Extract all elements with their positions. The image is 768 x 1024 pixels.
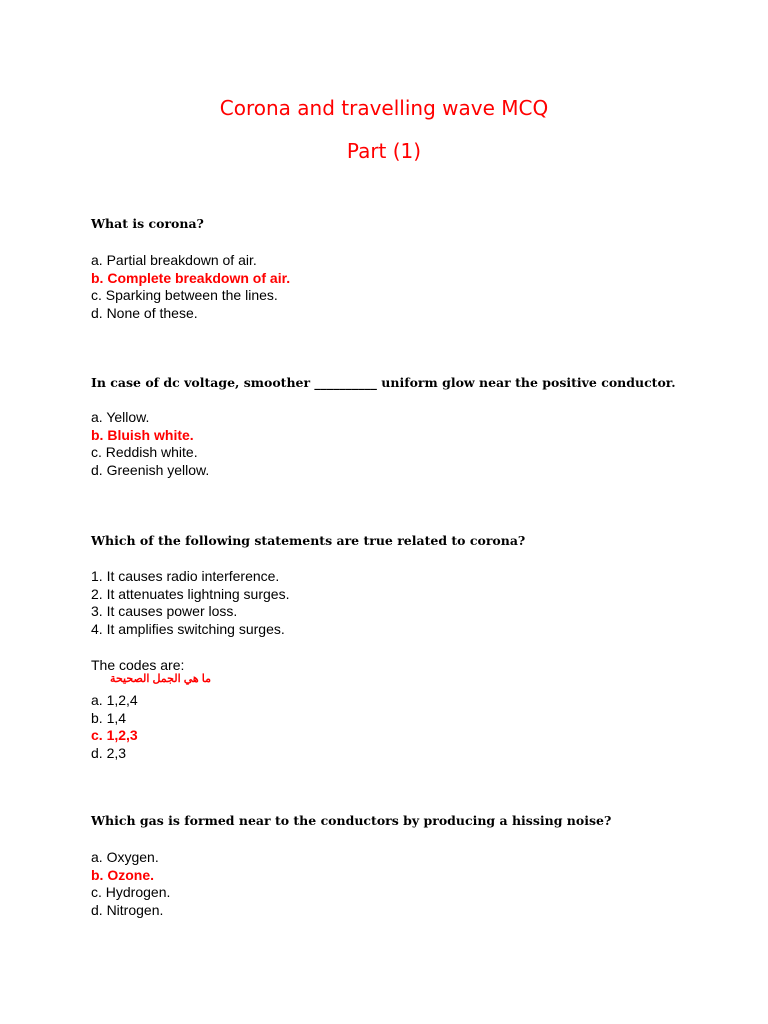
question-4-option-c: c. Hydrogen. — [91, 884, 171, 900]
question-3-arabic-note: ما هي الجمل الصحيحة — [110, 673, 211, 685]
question-3-option-a: a. 1,2,4 — [91, 692, 138, 708]
question-1-option-b-correct: b. Complete breakdown of air. — [91, 269, 291, 286]
question-2-options — [91, 409, 209, 479]
document-part-label: Part (1) — [346, 139, 422, 163]
question-1-options — [91, 252, 290, 322]
question-3-statement-4: 4. It amplifies switching surges. — [91, 620, 285, 637]
question-3-statement-1: 1. It causes radio interference. — [91, 568, 280, 584]
question-3-statement-2: 2. It attenuates lightning surges. — [91, 585, 290, 602]
question-1-option-a: a. Partial breakdown of air. — [91, 252, 257, 268]
question-2-option-b-correct: b. Bluish white. — [91, 426, 194, 443]
question-1-option-d: d. None of these. — [91, 304, 198, 321]
question-4-option-a: a. Oxygen. — [91, 849, 159, 865]
question-3-option-c-correct: c. 1,2,3 — [91, 727, 138, 743]
question-4-option-b-correct: b. Ozone. — [91, 866, 154, 883]
question-2-text: In case of dc voltage, smoother __________ uniform glow near the positive conductor. — [91, 375, 676, 390]
question-3-options — [91, 692, 138, 762]
question-3-option-b: b. 1,4 — [91, 709, 127, 726]
question-2-option-a: a. Yellow. — [91, 409, 150, 425]
question-2-option-c: c. Reddish white. — [91, 444, 198, 460]
question-1-text: What is corona? — [91, 216, 204, 231]
question-3-statements — [91, 568, 289, 638]
question-3-statement-3: 3. It causes power loss. — [91, 603, 238, 619]
question-4-option-d: d. Nitrogen. — [91, 901, 164, 918]
question-2-option-d: d. Greenish yellow. — [91, 461, 210, 478]
question-3-codes-label: The codes are: — [91, 657, 185, 673]
question-3-option-d: d. 2,3 — [91, 744, 127, 761]
question-4-text: Which gas is formed near to the conductors by producing a hissing noise? — [91, 813, 612, 828]
document-title: Corona and travelling wave MCQ — [219, 96, 549, 120]
question-4-options — [91, 849, 170, 919]
question-1-option-c: c. Sparking between the lines. — [91, 287, 278, 303]
question-3-text: Which of the following statements are true related to corona? — [91, 533, 526, 548]
